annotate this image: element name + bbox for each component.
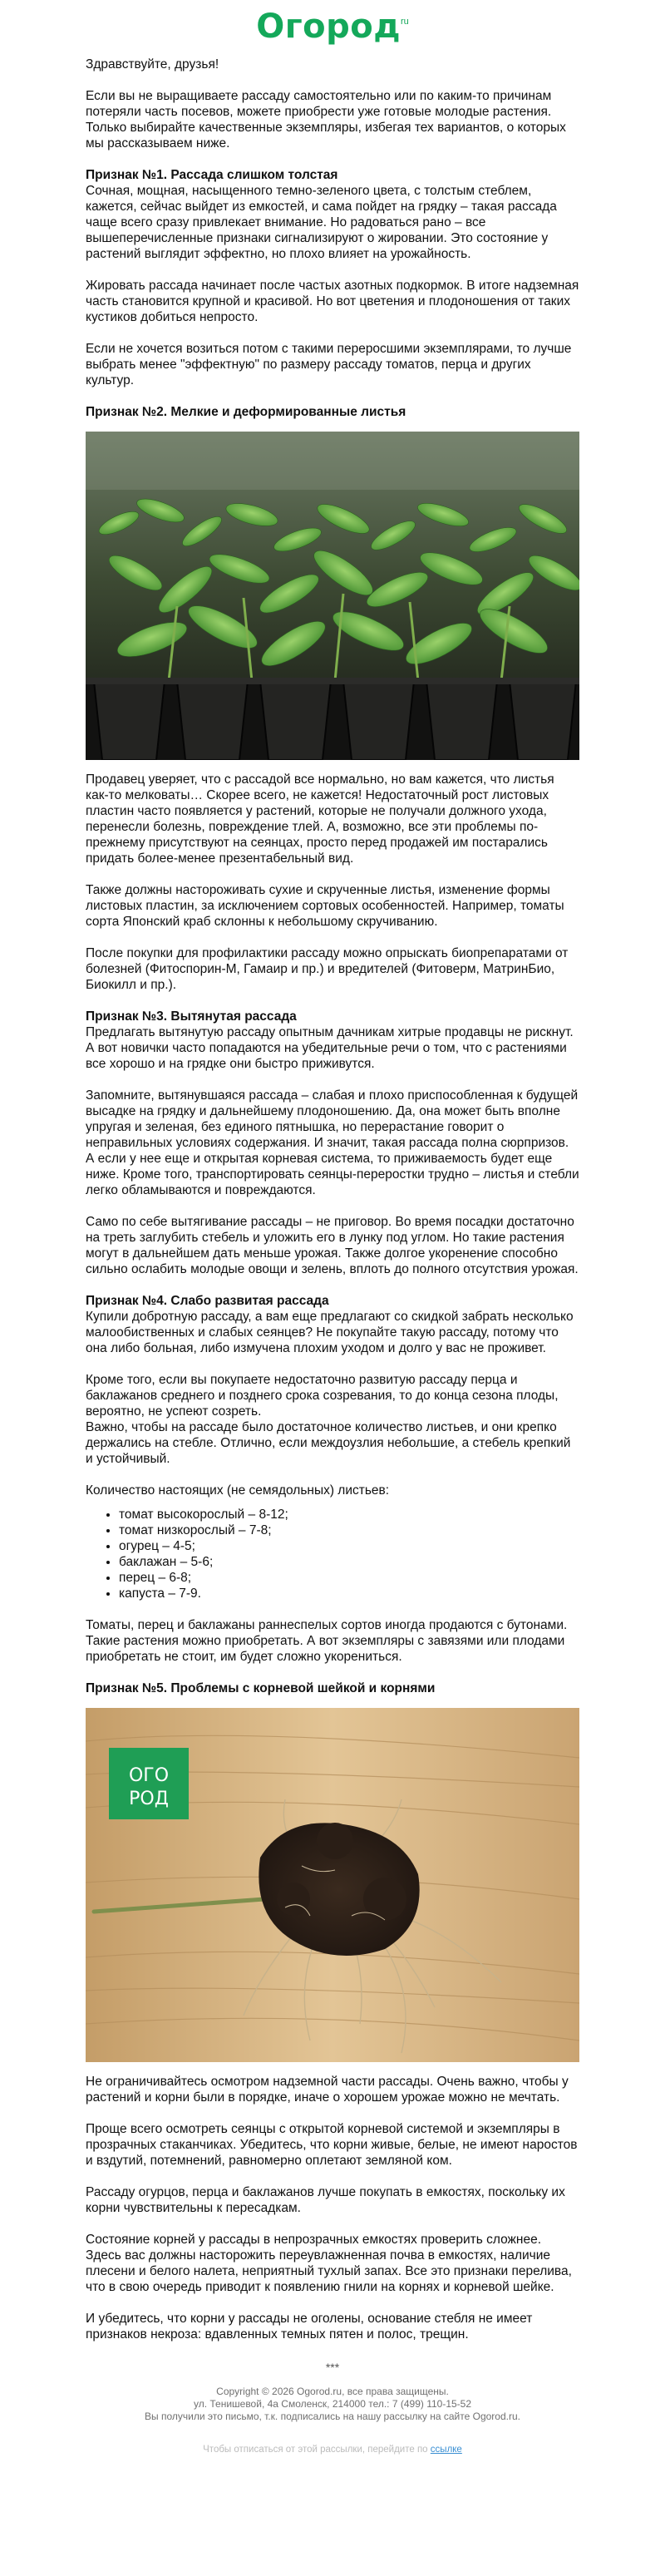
subscription-reason: Вы получили это письмо, т.к. подписались на нашу рассылку на сайте Ogorod.ru. [145,2411,520,2422]
section-4-paragraph: Томаты, перец и баклажаны раннеспелых сортов иногда продаются с бутонами. Такие растения можно приобретать. А вот экземпляры с завязями или плодами приобретать не стоит, им будет сложно укорениться. [86,1618,568,1664]
section-1-paragraph: Жировать рассада начинает после частых азотных подкормок. В итоге надземная часть становится крупной и красивой. Но вот цветения и плодоношения от таких кустиков добиться непросто. [86,279,579,324]
section-2-paragraph: После покупки для профилактики рассаду можно опрыскать биопрепаратами от болезней (Фитоспорин-М, Гамаир и пр.) и вредителей (Фитоверм, МатринБио, Биокилл и пр.). [86,946,569,992]
logo-text: Огород [256,7,401,46]
section-5-title: Признак №5. Проблемы с корневой шейкой и корнями [86,1681,436,1695]
roots-photo [86,1708,579,2062]
footer [86,2386,579,2423]
email-body [86,0,579,2455]
section-4-paragraph: Купили добротную рассаду, а вам еще предлагают со скидкой забрать несколько малообиственных и слабых сеянцев? Не покупайте такую рассаду, потому что она либо больная, либо измучена плохим уходом и долго у вас не проживет. [86,1310,574,1355]
section-5-paragraph: Проще всего осмотреть сеянцы с открытой корневой системой и экземпляры в прозрачных стаканчиках. Убедитесь, что корни живые, белые, не имеют наростов и вздутий, потемнений, равномерно оплетают земляной ком. [86,2122,578,2168]
greeting: Здравствуйте, друзья! [86,57,219,72]
copyright: Copyright © 2026 Ogorod.ru, все права защищены. [216,2386,449,2397]
section-4-title: Признак №4. Слабо развитая рассада [86,1294,329,1308]
unsubscribe-line [86,2445,579,2455]
list-item: • томат высокорослый – 8-12; [119,1507,579,1522]
intro-paragraph: Если вы не выращиваете рассаду самостоятельно или по каким-то причинам потеряли часть посевов, можете приобрести уже готовые молодые растения. Только выбирайте качественные экземпляры, избегая тех вариантов, о которых мы рассказываем ниже. [86,89,566,151]
logo-sup: ru [401,17,409,27]
list-item: • капуста – 7-9. [119,1586,579,1601]
section-5-paragraph: Состояние корней у рассады в непрозрачных емкостях проверить сложнее. Здесь вас должны насторожить переувлажненная почва в емкостях, наличие плесени и белого налета, неприятный тухлый запах. Все это признаки перелива, что в свою очередь приводит к появлению гнили на корнях и корневой шейке. [86,2233,572,2294]
list-item: • томат низкорослый – 7-8; [119,1522,579,1538]
section-4-paragraph: Важно, чтобы на рассаде было достаточное количество листьев, и они крепко держались на стебле. Отлично, если междоузлия небольшие, а стебель крепкий и устойчивый. [86,1420,571,1466]
section-3-paragraph: Запомните, вытянувшаяся рассада – слабая и плохо приспособленная к будущей высадке на грядку и дальнейшему плодоношению. Да, она может быть вполне упругая и зеленая, без единого пятнышка, но перерастание говорит о неправильных условиях содержания. И значит, такая рассада полна сюрпризов. А если у нее еще и открытая корневая система, то приживаемость будет еще ниже. Кроме того, транспортировать сеянцы-переростки трудно – листья и стебли легко обламываются и повреждаются. [86,1088,579,1197]
list-item: • баклажан – 5-6; [119,1554,579,1570]
section-5-paragraph: Рассаду огурцов, перца и баклажанов лучше покупать в емкостях, поскольку их корни чувствительны к пересадкам. [86,2185,565,2215]
section-2-paragraph: Также должны настороживать сухие и скрученные листья, изменение формы листовых пластин, за исключением сортовых особенностей. Например, томаты сорта Японский краб склонны к небольшому скручиванию. [86,883,564,929]
badge-text: ОГО [128,1765,170,1786]
address: ул. Тенишевой, 4а Смоленск, 214000 тел.: 7 (499) 110-15-52 [193,2398,472,2410]
section-3-title: Признак №3. Вытянутая рассада [86,1009,297,1024]
section-4-paragraph: Кроме того, если вы покупаете недостаточно развитую рассаду перца и баклажанов среднего и позднего срока созревания, то до конца сезона плоды, вероятно, не успеют созреть. [86,1373,559,1419]
unsubscribe-link[interactable]: ссылке [430,2445,462,2455]
section-5-paragraph: Не ограничивайтесь осмотром надземной части рассады. Очень важно, чтобы у растений и корни были в порядке, иначе о хорошем урожае можно не мечтать. [86,2075,569,2105]
section-3-paragraph: Само по себе вытягивание рассады – не приговор. Во время посадки достаточно на треть заглубить стебель и уложить его в лунку под углом. Но такие растения могут в дальнейшем дать меньше урожая. Также долгое укоренение способно сильно ослабить молодые овощи и зелень, вплоть до полного отсутствия урожая. [86,1215,579,1276]
section-1-paragraph: Если не хочется возиться потом с такими переросшими экземплярами, то лучше выбрать менее "эффектную" по размеру рассаду томатов, перца и других культур. [86,342,572,387]
separator-stars: *** [325,2361,340,2374]
list-item: • огурец – 4-5; [119,1538,579,1554]
section-1-paragraph: Сочная, мощная, насыщенного темно-зеленого цвета, с толстым стеблем, кажется, сейчас выйдет из емкостей, и сама пойдет на грядку – такая рассада чаще всего сразу привлекает внимание. Но радоваться рано – все вышеперечисленные признаки сигнализируют о жировании. Это состояние у растений выглядит эффектно, но плохо влияет на урожайность. [86,184,557,261]
seedlings-photo [86,432,579,760]
ogorod-logo[interactable] [86,7,579,47]
list-item: • перец – 6-8; [119,1570,579,1586]
leaves-list [86,1507,579,1601]
unsubscribe-text: Чтобы отписаться от этой рассылки, перейдите по [203,2445,428,2455]
section-1-title: Признак №1. Рассада слишком толстая [86,168,338,182]
badge-text: РОД [129,1789,169,1809]
leaves-list-intro: Количество настоящих (не семядольных) листьев: [86,1483,390,1498]
section-2-paragraph: Продавец уверяет, что с рассадой все нормально, но вам кажется, что листья как-то мелковаты… Скорее всего, не кажется! Недостаточный рост листовых пластин часто появляется у растений, которые не получали должного ухода, перенесли болезнь, повреждение тлей. А, возможно, все эти проблемы по-прежнему присутствуют на сеянцах, просто перед продажей им постарались придать более-менее презентабельный вид. [86,772,554,866]
section-5-paragraph: И убедитесь, что корни у рассады не оголены, основание стебля не имеет признаков некроза: вдавленных темных пятен и полос, трещин. [86,2312,533,2342]
section-2-title: Признак №2. Мелкие и деформированные листья [86,405,406,419]
section-3-paragraph: Предлагать вытянутую рассаду опытным дачникам хитрые продавцы не рискнут. А вот новички часто попадаются на убедительные речи о том, что с растениями все хорошо и на грядке они быстро приживутся. [86,1025,574,1071]
